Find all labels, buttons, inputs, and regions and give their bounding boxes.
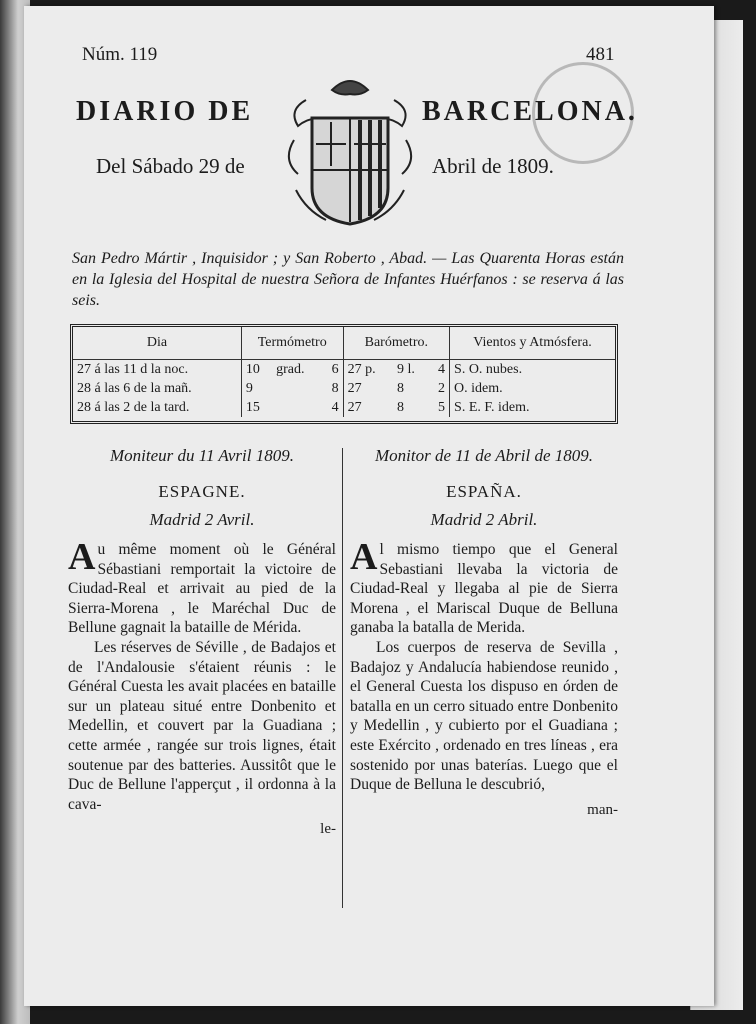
weather-header-thermometer: Termómetro xyxy=(241,327,343,360)
drop-cap: A xyxy=(68,536,96,578)
paragraph-text: l mismo tiempo que el General Sebastiani llevaba la victoria de Ciudad-Real y llegaba al pie de Sierra Morena , el Mariscal Duque de Belluna ganaba la batalla de Merida. xyxy=(350,541,618,637)
paragraph: Les réserves de Séville , de Badajos et de l'Andalousie s'étaient réunis : le Général Cuesta les avait placées en bataille sur un plateau situé entre Donbenito et Medellin, et couvert par la Guadiana ; cette armée , rangée sur trois lignes, était soutenue par des batteries. Aussitôt que le Duc de Bellune l'apperçut , il ordonna à la cava- xyxy=(68,638,336,813)
weather-row xyxy=(73,379,615,398)
page-number: 481 xyxy=(586,44,615,65)
thermometer-value: 15 xyxy=(245,399,260,415)
paragraph xyxy=(350,536,618,638)
article-body-fr xyxy=(68,536,336,840)
barometer-lines: 9 l. xyxy=(396,361,415,377)
spanish-column xyxy=(350,446,618,820)
dateline-fr: Madrid 2 Avril. xyxy=(149,510,255,529)
barometer-fraction: 4 xyxy=(428,360,449,380)
french-column xyxy=(68,446,336,840)
article-body-es xyxy=(350,536,618,820)
issue-date-left: Del Sábado 29 de xyxy=(96,154,245,178)
paragraph-text: u même moment où le Général Sébastiani remportait la victoire de Ciudad-Real et arrivait au pied de la Sierra-Morena , le Maréchal Duc de Bellune gagnait la bataille de Mérida. xyxy=(68,541,336,637)
thermometer-unit xyxy=(272,379,322,398)
barometer-lines: 8 xyxy=(396,380,404,396)
weather-row xyxy=(73,360,615,380)
barometer-inches: 27 xyxy=(347,399,362,415)
barometer-inches: 27 xyxy=(347,380,362,396)
issue-date-right: Abril de 1809. xyxy=(432,154,554,178)
barometer-fraction: 2 xyxy=(428,379,449,398)
newspaper-page xyxy=(24,6,714,1006)
catchword: man- xyxy=(587,801,618,818)
issue-number: Núm. 119 xyxy=(82,44,158,65)
weather-table xyxy=(70,324,618,424)
coat-of-arms-icon xyxy=(276,70,424,230)
source-line-es: Monitor de 11 de Abril de 1809. xyxy=(375,446,593,465)
thermometer-value: 10 xyxy=(245,361,260,377)
thermometer-fraction: 4 xyxy=(322,398,343,417)
drop-cap: A xyxy=(350,536,378,578)
masthead-title-right: BARCELONA. xyxy=(422,96,638,127)
weather-header-day: Dia xyxy=(73,327,241,360)
winds-atmosphere: O. idem. xyxy=(454,380,503,396)
barometer-inches: 27 p. xyxy=(347,361,376,377)
winds-atmosphere: S. O. nubes. xyxy=(454,361,523,377)
thermometer-unit xyxy=(272,398,322,417)
thermometer-fraction: 6 xyxy=(322,360,343,380)
catchword: le- xyxy=(320,821,336,838)
barometer-fraction: 5 xyxy=(428,398,449,417)
country-heading-fr: ESPAGNE. xyxy=(158,482,246,501)
weather-day: 28 á las 2 de la tard. xyxy=(73,398,241,417)
masthead-title-left: DIARIO DE xyxy=(76,96,254,127)
thermometer-unit: grad. xyxy=(276,361,305,377)
dateline-es: Madrid 2 Abril. xyxy=(430,510,538,529)
thermometer-value: 9 xyxy=(245,380,253,396)
weather-day: 27 á las 11 d la noc. xyxy=(73,360,241,380)
weather-header-barometer: Barómetro. xyxy=(343,327,449,360)
column-divider xyxy=(342,448,343,908)
weather-header-winds: Vientos y Atmósfera. xyxy=(450,327,615,360)
barometer-lines: 8 xyxy=(396,399,404,415)
thermometer-fraction: 8 xyxy=(322,379,343,398)
weather-day: 28 á las 6 de la mañ. xyxy=(73,379,241,398)
country-heading-es: ESPAÑA. xyxy=(446,482,522,501)
paragraph: Los cuerpos de reserva de Sevilla , Badajoz y Andalucía habiendose reunido , el General Cuesta los dispuso en órden de batalla en un cerro situado entre Donbenito y Medellin , y cubierto por el Guadiana ; este Exército , ordenado en tres líneas , era sostenido por unas baterías. Luego que el Duque de Belluna le descubrió, xyxy=(350,638,618,794)
winds-atmosphere: S. E. F. idem. xyxy=(454,399,530,415)
paragraph xyxy=(68,536,336,638)
source-line-fr: Moniteur du 11 Avril 1809. xyxy=(109,446,294,465)
weather-row xyxy=(73,398,615,417)
saints-of-the-day: San Pedro Mártir , Inquisidor ; y San Roberto , Abad. — Las Quarenta Horas están en la Iglesia del Hospital de nuestra Señora de Infantes Huérfanos : se reserva á las seis. xyxy=(72,250,624,309)
